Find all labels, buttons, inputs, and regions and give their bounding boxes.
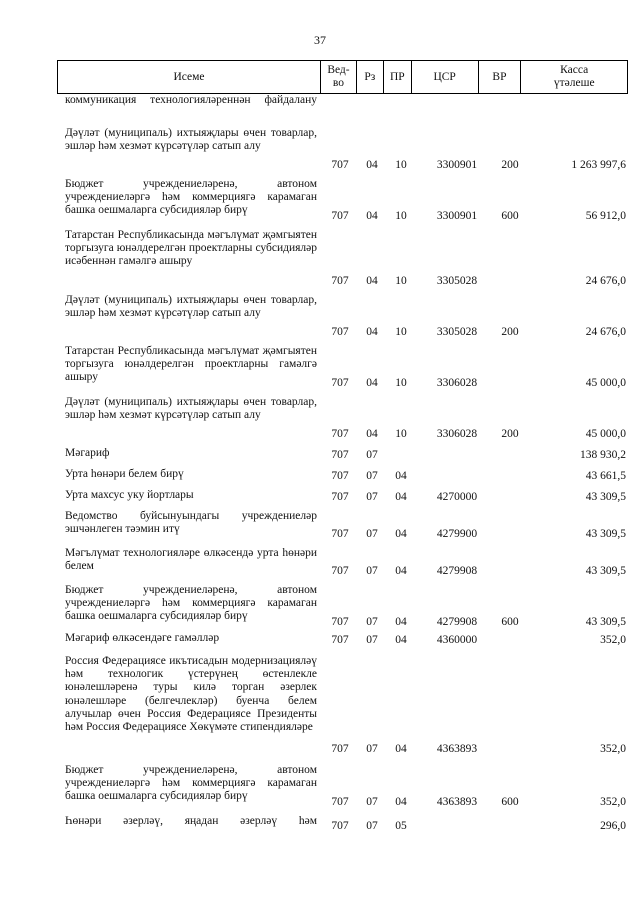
row-kassa: 1 263 997,6 [571,159,626,171]
row-rz: 07 [366,796,378,808]
row-name: Татарстан Республикасында мәгълүмат җәмгыятен торгызуга юнәлдерелгән проектларны гамәлгә ашыру [65,345,317,384]
row-name: Дәүләт (муниципаль) ихтыяҗлары өчен товарлар, эшләр һәм хезмәт күрсәтүләр сатып алу [65,127,317,153]
row-rz: 04 [366,326,378,338]
row-ved: 707 [331,796,349,808]
row-name: Бюджет учреждениеләренә, автоном учреждениеләргә һәм коммерциягә карамаган башка оешмаларга субсидияләр бирү [65,764,317,803]
table-row [57,632,628,647]
row-pr: 04 [395,491,407,503]
row-pr: 10 [395,428,407,440]
row-kassa: 352,0 [600,634,626,646]
row-rz: 04 [366,377,378,389]
row-csr: 4270000 [436,491,478,503]
row-rz: 04 [366,428,378,440]
header-csr: ЦСР [411,61,478,93]
table-row [57,294,628,339]
row-ved: 707 [331,210,349,222]
row-kassa: 352,0 [600,796,626,808]
row-kassa: 43 309,5 [585,528,626,540]
row-ved: 707 [331,491,349,503]
row-name: коммуникация технологияләреннән файдалану [65,94,317,106]
table-row [57,468,628,483]
header-ved: Вед-во [320,61,356,93]
table-row [57,396,628,441]
row-name: Ведомство буйсынуындагы учреждениеләр эшчәнлеген тәэмин итү [65,510,317,536]
row-name: Бюджет учреждениеләренә, автоном учреждениеләргә һәм коммерциягә карамаган башка оешмаларга субсидияләр бирү [65,178,317,217]
row-ved: 707 [331,820,349,832]
row-ved: 707 [331,377,349,389]
row-vr: 600 [501,796,519,808]
row-ved: 707 [331,616,349,628]
table-row [57,489,628,504]
row-csr: 4360000 [436,634,478,646]
row-name: Бюджет учреждениеләренә, автоном учреждениеләргә һәм коммерциягә карамаган башка оешмаларга субсидияләр бирү [65,584,317,623]
table-row [57,345,628,390]
row-kassa: 352,0 [600,743,626,755]
row-name: Татарстан Республикасында мәгълүмат җәмгыятен торгызуга юнәлдерелгән проектларны субсидияләр исәбеннән гамәлгә ашыру [65,229,317,268]
row-rz: 07 [366,449,378,461]
row-kassa: 45 000,0 [585,377,626,389]
row-ved: 707 [331,449,349,461]
row-pr: 10 [395,326,407,338]
row-name: Россия Федерациясе икътисадын модернизацияләү һәм технологик үстерүнең өстенлекле юнәлешләренә туры килә торган әзерлек юнәлешләре (белгечлекләр) буенча белем алучылар өчен Россия Федерациясе Президенты һәм Россия Федерациясе Хөкүмәте стипендияләре [65,655,317,734]
header-pr: ПР [383,61,411,93]
row-pr: 10 [395,377,407,389]
row-kassa: 43 309,5 [585,616,626,628]
row-kassa: 43 661,5 [585,470,626,482]
row-rz: 04 [366,210,378,222]
row-ved: 707 [331,326,349,338]
row-name: Мәгълүмат технологияләре өлкәсендә урта һөнәри белем [65,547,317,573]
row-pr: 04 [395,616,407,628]
row-rz: 07 [366,634,378,646]
header-kassa [520,61,627,93]
page-number: 37 [314,33,326,47]
row-pr: 04 [395,634,407,646]
table-header [57,60,628,94]
row-pr: 05 [395,820,407,832]
row-name: Мәгариф [65,447,110,459]
row-name: Мәгариф өлкәсендәге гамәлләр [65,632,220,644]
table-row [57,178,628,223]
row-pr: 04 [395,470,407,482]
row-csr: 4279900 [436,528,478,540]
header-kassa-line2: үтәлеше [553,77,595,89]
row-kassa: 24 676,0 [585,275,626,287]
row-rz: 07 [366,743,378,755]
row-kassa: 296,0 [600,820,626,832]
row-vr: 200 [501,428,519,440]
row-csr: 4363893 [436,796,478,808]
header-vr: ВР [478,61,521,93]
table-row [57,94,628,121]
row-ved: 707 [331,743,349,755]
row-csr: 4279908 [436,565,478,577]
row-csr: 3306028 [436,428,478,440]
row-kassa: 43 309,5 [585,491,626,503]
row-pr: 04 [395,565,407,577]
row-kassa: 43 309,5 [585,565,626,577]
row-name: Дәүләт (муниципаль) ихтыяҗлары өчен товарлар, эшләр һәм хезмәт күрсәтүләр сатып алу [65,396,317,422]
row-pr: 10 [395,159,407,171]
row-rz: 07 [366,470,378,482]
row-csr: 3300901 [436,159,478,171]
row-vr: 200 [501,326,519,338]
header-rz: Рз [356,61,383,93]
table-row [57,547,628,578]
row-rz: 07 [366,565,378,577]
table-row [57,655,628,756]
row-pr: 10 [395,210,407,222]
row-name: Дәүләт (муниципаль) ихтыяҗлары өчен товарлар, эшләр һәм хезмәт күрсәтүләр сатып алу [65,294,317,320]
row-rz: 04 [366,275,378,287]
row-vr: 600 [501,616,519,628]
row-pr: 10 [395,275,407,287]
row-kassa: 138 930,2 [580,449,626,461]
row-csr: 3305028 [436,275,478,287]
table-row [57,510,628,541]
row-csr: 3306028 [436,377,478,389]
row-ved: 707 [331,428,349,440]
row-rz: 07 [366,616,378,628]
row-ved: 707 [331,565,349,577]
row-csr: 4363893 [436,743,478,755]
row-kassa: 45 000,0 [585,428,626,440]
row-kassa: 56 912,0 [585,210,626,222]
row-name: Урта һөнәри белем бирү [65,468,184,480]
row-ved: 707 [331,634,349,646]
table-row [57,447,628,462]
header-name: Исеме [173,70,205,83]
row-pr: 04 [395,796,407,808]
row-pr: 04 [395,743,407,755]
row-ved: 707 [331,159,349,171]
row-kassa: 24 676,0 [585,326,626,338]
row-ved: 707 [331,275,349,287]
row-rz: 07 [366,491,378,503]
row-vr: 600 [501,210,519,222]
row-ved: 707 [331,528,349,540]
row-pr: 04 [395,528,407,540]
table-row [57,127,628,172]
row-csr: 3305028 [436,326,478,338]
row-ved: 707 [331,470,349,482]
table-row [57,764,628,809]
row-csr: 3300901 [436,210,478,222]
row-rz: 07 [366,528,378,540]
row-rz: 07 [366,820,378,832]
row-name: Урта махсус уку йортлары [65,489,194,501]
table-row [57,229,628,288]
row-rz: 04 [366,159,378,171]
header-kassa-line1: Касса [560,64,589,76]
table-row [57,815,628,833]
row-csr: 4279908 [436,616,478,628]
row-name: Һөнәри әзерләү, яңадан әзерләү һәм [65,815,317,827]
table-row [57,584,628,629]
row-vr: 200 [501,159,519,171]
